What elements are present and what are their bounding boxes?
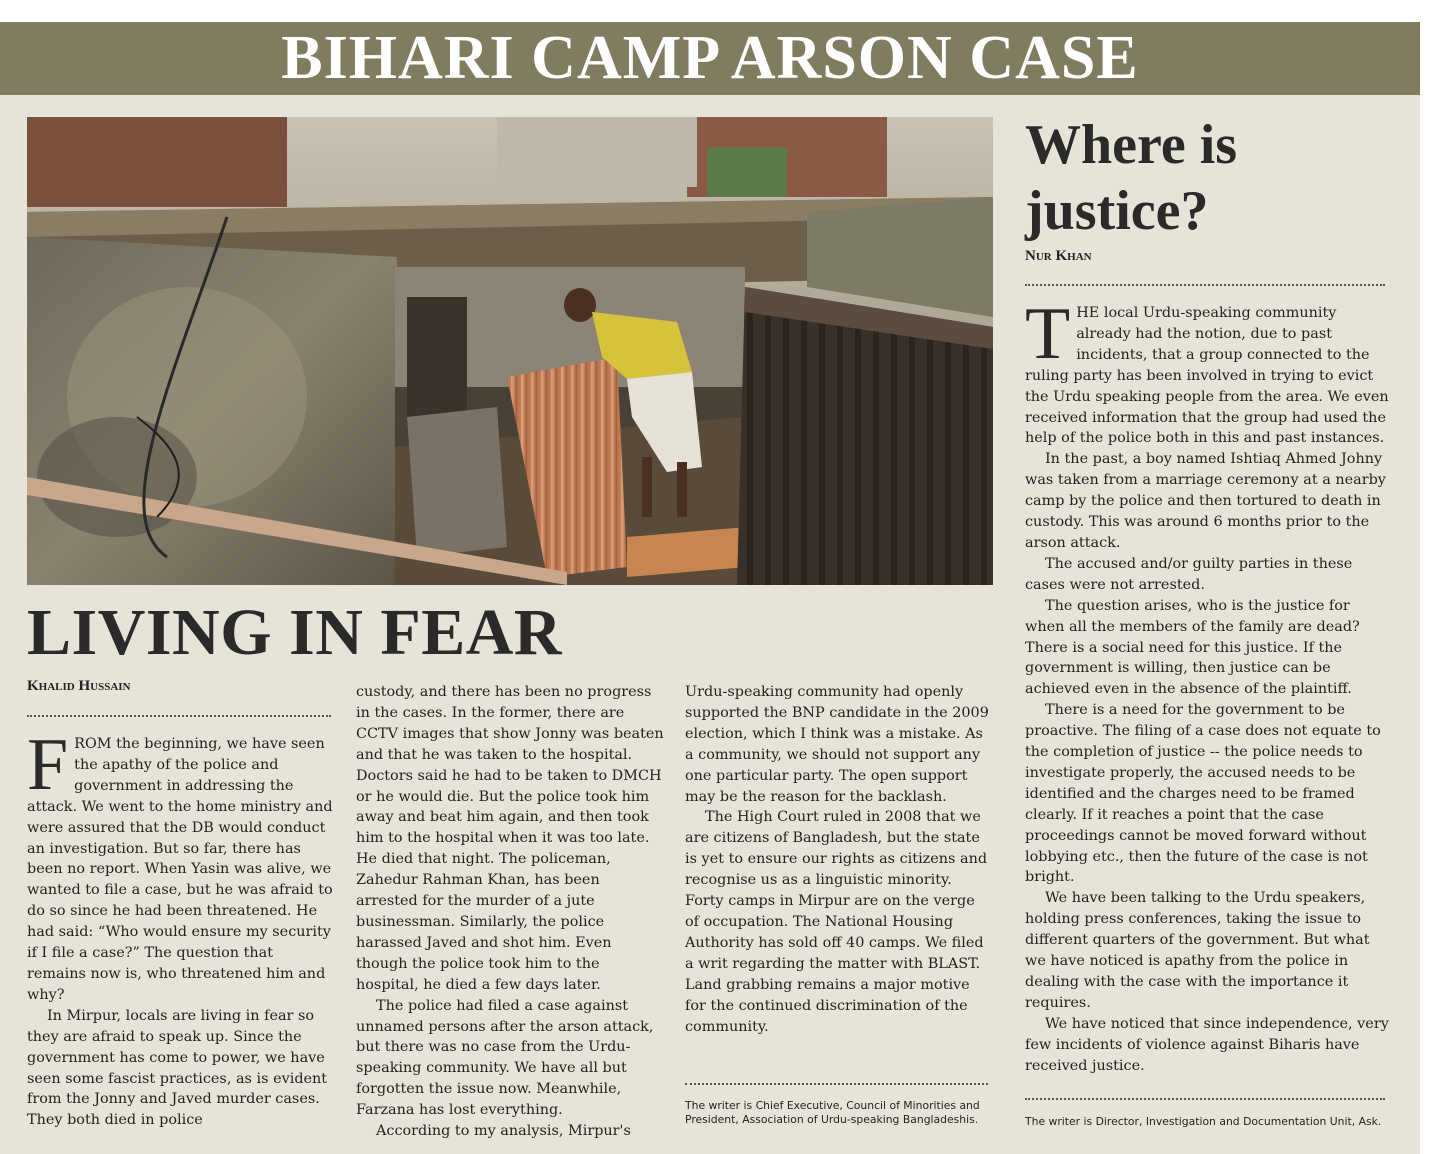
paragraph <box>1025 293 1393 449</box>
left-writer-note: The writer is Chief Executive, Council of Minorities and President, Association of Urdu-speaking Bangladeshis. <box>685 1099 980 1126</box>
paragraph: The High Court ruled in 2008 that we are citizens of Bangladesh, but the state is yet to ensure our rights as citizens and recognise us as a linguistic minority. Forty camps in Mirpur are on the verge of occupation. The National Housing Authority has sold off 40 camps. We filed a writ regarding the matter with BLAST. Land grabbing remains a major motive for the continued discrimination of the community. <box>685 809 988 1035</box>
paragraph: The question arises, who is the justice for when all the members of the family are dead? There is a social need for this justice. If the government is willing, then justice can be achieved even in the absence of the plaintiff. <box>1025 597 1360 698</box>
byline-divider <box>1025 284 1385 286</box>
right-article-column <box>1025 293 1393 1077</box>
left-article-byline: Khalid Hussain <box>27 678 131 694</box>
paragraph: custody, and there has been no progress in the cases. In the former, there are CCTV images that show Jonny was beaten and that he was taken to the hospital. Doctors said he had to be taken to DMCH or he would die. But the police took him away and beat him again, and then took him to the hospital when it was too late. He died that night. The policeman, Zahedur Rahman Khan, has been arrested for the murder of a jute businessman. Similarly, the police harassed Javed and shot him. Even though the police took him to the hospital, he died a few days later. <box>356 684 664 993</box>
burned-camp-photo <box>27 117 993 585</box>
paragraph <box>27 724 334 1006</box>
paragraph: In the past, a boy named Ishtiaq Ahmed Johny was taken from a marriage ceremony at a nearby camp by the police and then tortured to death in custody. This was around 6 months prior to the arson attack. <box>1025 451 1386 551</box>
paragraph: Urdu-speaking community had openly supported the BNP candidate in the 2009 election, which I think was a mistake. As a community, we should not support any one particular party. The open support may be the reason for the backlash. <box>685 684 989 805</box>
drop-cap: T <box>1025 293 1071 375</box>
paragraph: In Mirpur, locals are living in fear so they are afraid to speak up. Since the government has come to power, we have seen some fascist practices, as is evident from the Jonny and Javed murder cases. They both died in police <box>27 1007 328 1129</box>
left-article-column-1 <box>27 724 334 1131</box>
newspaper-page <box>0 22 1420 1154</box>
right-article-byline: Nur Khan <box>1025 248 1092 264</box>
drop-cap: F <box>27 724 69 806</box>
paragraph: According to my analysis, Mirpur's <box>376 1123 631 1140</box>
left-article-headline: LIVING IN FEAR <box>27 596 563 669</box>
byline-divider <box>27 715 331 717</box>
left-article-column-2 <box>356 682 664 1142</box>
paragraph: We have been talking to the Urdu speakers, holding press conferences, taking the issue to different quarters of the government. But what we have noticed is apathy from the police in dealing with the case with the importance it requires. <box>1025 890 1370 1011</box>
right-writer-note: The writer is Director, Investigation and Documentation Unit, Ask. <box>1025 1115 1382 1128</box>
lead-word: HE <box>1076 305 1100 321</box>
paragraph: The accused and/or guilty parties in these cases were not arrested. <box>1025 555 1353 593</box>
paragraph-text: local Urdu-speaking community already had the notion, due to past incidents, that a group connected to the ruling party has been involved in trying to evict the Urdu speaking people from the area. We even received information that the group had used the help of the police both in this and past instances. <box>1025 305 1389 447</box>
paragraph: There is a need for the government to be proactive. The filing of a case does not equate to the completion of justice -- the police needs to investigate properly, the accused needs to be identified and the charges need to be framed clearly. If it reaches a point that the case proceedings cannot be moved forward without lobbying etc., then the future of the case is not bright. <box>1025 702 1381 886</box>
section-banner: BIHARI CAMP ARSON CASE <box>0 22 1420 95</box>
writer-note-divider <box>685 1083 988 1085</box>
right-article-headline: Where is justice? <box>1025 114 1238 242</box>
lead-word: ROM <box>74 736 112 752</box>
paragraph: The police had filed a case against unnamed persons after the arson attack, but there was no case from the Urdu-speaking community. We have all but forgotten the issue now. Meanwhile, Farzana has lost everything. <box>356 997 654 1119</box>
left-article-column-3 <box>685 682 993 1037</box>
writer-note-divider <box>1025 1098 1385 1100</box>
paragraph-text: the beginning, we have seen the apathy of the police and government in addressing the attack. We went to the home ministry and were assured that the DB would conduct an investigation. But so far, there has been no report. When Yasin was alive, we wanted to file a case, but he was afraid to do so since he had been threatened. He had said: “Who would ensure my security if I file a case?” The question that remains now is, who threatened him and why? <box>27 736 333 1003</box>
paragraph: We have noticed that since independence, very few incidents of violence against Biharis have received justice. <box>1025 1015 1389 1074</box>
